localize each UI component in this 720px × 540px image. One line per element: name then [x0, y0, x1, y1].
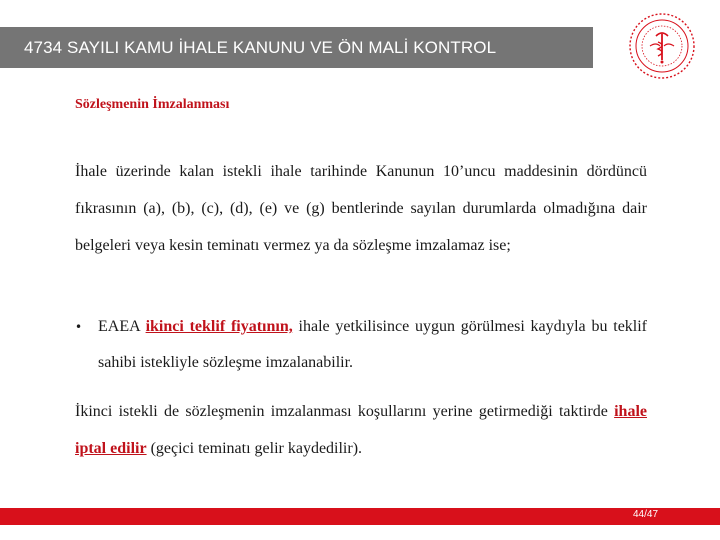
section-heading: Sözleşmenin İmzalanması [75, 97, 230, 112]
bullet-highlight: ikinci teklif fiyatının, [145, 318, 293, 335]
bullet-marker: • [75, 320, 83, 334]
bullet-item [75, 309, 647, 381]
bullet-prefix: EAEA [98, 318, 146, 335]
slide-title: 4734 SAYILI KAMU İHALE KANUNU VE ÖN MALİ KONTROL [24, 37, 497, 57]
paragraph-cancellation [75, 393, 647, 467]
paragraph-3-suffix: (geçici teminatı gelir kaydedilir). [146, 440, 363, 457]
title-bar [0, 27, 593, 68]
bullet-suffix: ihale yetkilisince uygun görülmesi kaydıyla bu teklif sahibi istekliyle sözleşme imzalanabilir. [98, 318, 648, 371]
paragraph-3-prefix: İkinci istekli de sözleşmenin imzalanması koşullarını yerine getirmediği taktirde [75, 403, 615, 420]
footer-bar [0, 508, 720, 525]
paragraph-3-highlight: ihale iptal edilir [75, 403, 647, 457]
bullet-text [98, 309, 647, 381]
paragraph-conditions: İhale üzerinde kalan istekli ihale tarihinde Kanunun 10’uncu maddesinin dördüncü fıkrasının (a), (b), (c), (d), (e) ve (g) bentlerinde sayılan durumlarda olmadığına dair belgeleri veya kesin teminatı vermez ya da sözleşme imzalamaz ise; [75, 163, 647, 254]
page-number: 44/47 [633, 509, 659, 520]
ministry-emblem-icon [628, 12, 696, 80]
